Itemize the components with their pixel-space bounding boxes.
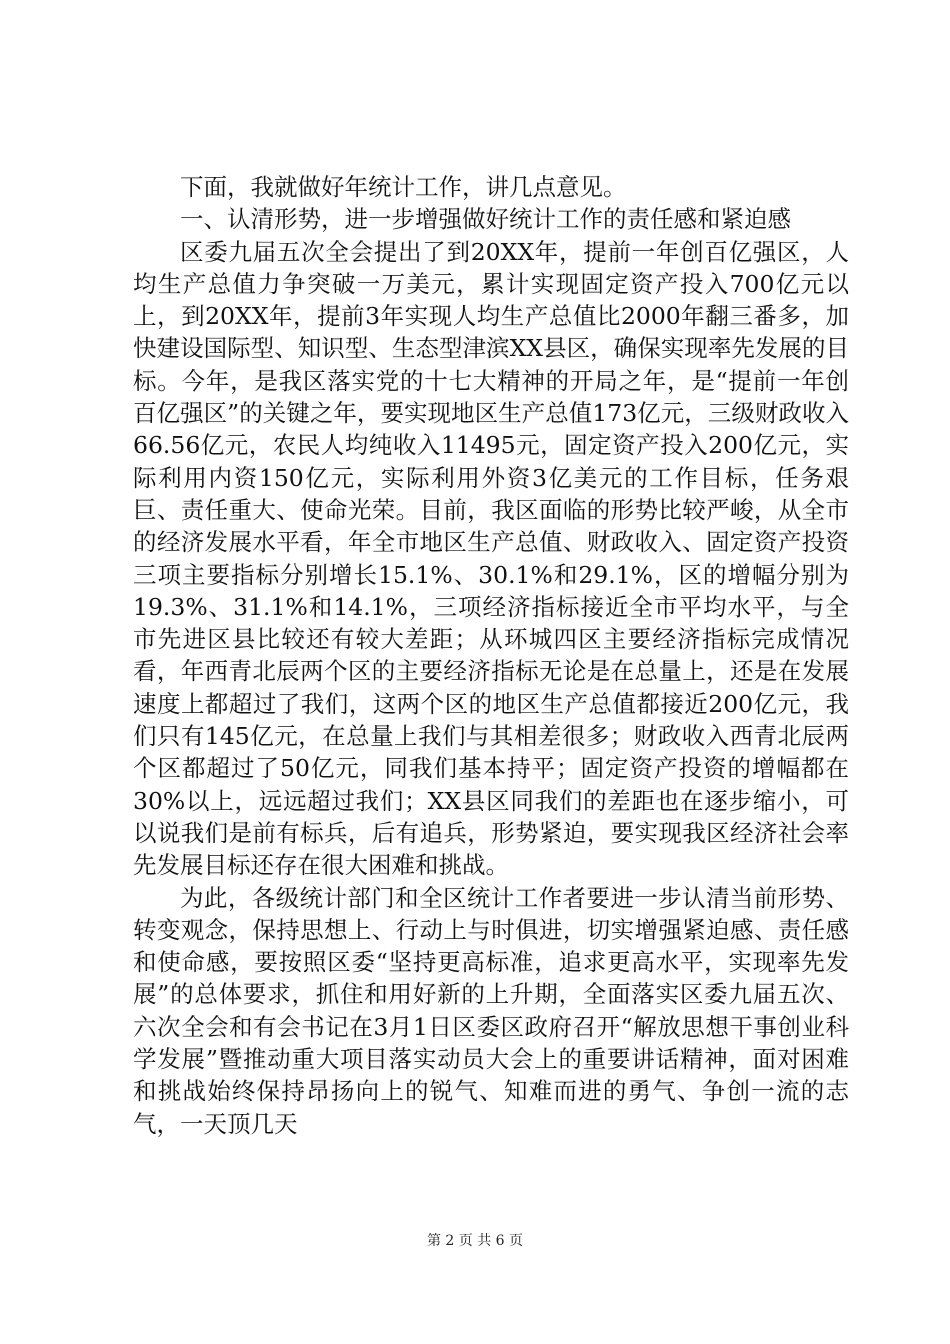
paragraph-situation: 区委九届五次全会提出了到20XX年，提前一年创百亿强区，人均生产总值力争突破一万美元，累计实现固定资产投入700亿元以上，到20XX年，提前3年实现人均生产总值比2000年翻三番多，加快建设国际型、知识型、生态型津滨XX县区，确保实现率先发展的目标。今年，是我区落实党的十七大精神的开局之年，是“提前一年创百亿强区”的关键之年，要实现地区生产总值173亿元，三级财政收入66.56亿元，农民人均纯收入11495元，固定资产投入200亿元，实际利用内资150亿元，实际利用外资3亿美元的工作目标，任务艰巨、责任重大、使命光荣。目前，我区面临的形势比较严峻，从全市的经济发展水平看，年全市地区生产总值、财政收入、固定资产投资三项主要指标分别增长15.1%、30.1%和29.1%，区的增幅分别为19.3%、31.1%和14.1%，三项经济指标接近全市平均水平，与全市先进区县比较还有较大差距；从环城四区主要经济指标完成情况看，年西青北辰两个区的主要经济指标无论是在总量上，还是在发展速度上都超过了我们，这两个区的地区生产总值都接近200亿元，我们只有145亿元，在总量上我们与其相差很多；财政收入西青北辰两个区都超过了50亿元，同我们基本持平；固定资产投资的增幅都在30%以上，远远超过我们；XX县区同我们的差距也在逐步缩小，可以说我们是前有标兵，后有追兵，形势紧迫，要实现我区经济社会率先发展目标还存在很大困难和挑战。 [133,237,849,880]
section-heading: 一、认清形势，进一步增强做好统计工作的责任感和紧迫感 [180,205,791,234]
paragraph-requirements: 为此，各级统计部门和全区统计工作者要进一步认清当前形势、转变观念，保持思想上、行动上与时俱进，切实增强紧迫感、责任感和使命感，要按照区委“坚持更高标准，追求更高水平，实现率先发展”的总体要求，抓住和用好新的上升期，全面落实区委九届五次、六次全会和有会书记在3月1日区委区政府召开“解放思想干事创业科学发展”暨推动重大项目落实动员大会上的重要讲话精神，面对困难和挑战始终保持昂扬向上的锐气、知难而进的勇气、争创一流的志气，一天顶几天 [133,883,849,1138]
page-footer: 第 2 页 共 6 页 [426,1233,524,1249]
paragraph-intro: 下面，我就做好年统计工作，讲几点意见。 [180,173,627,201]
document-body [133,171,849,1140]
